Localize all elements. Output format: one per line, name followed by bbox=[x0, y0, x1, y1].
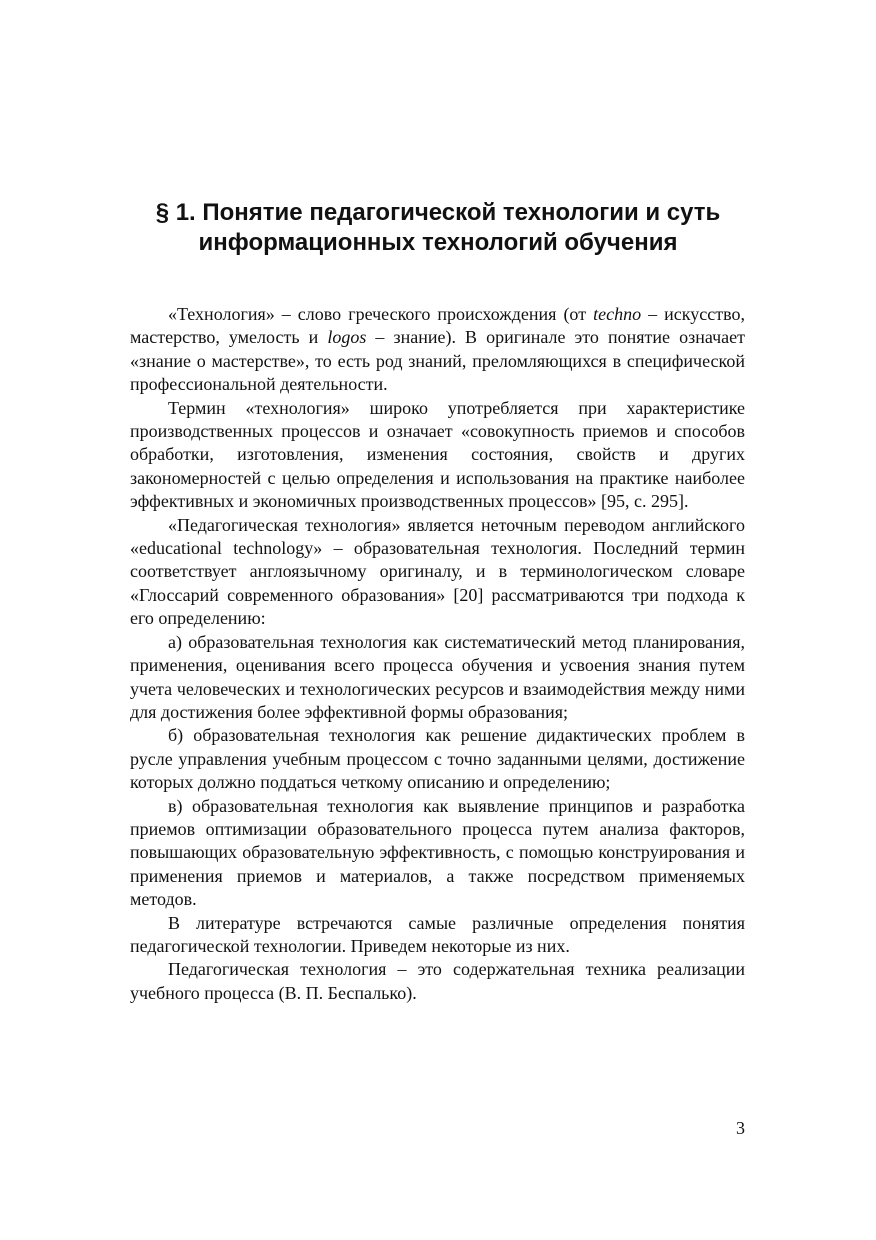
paragraph-text: «Технология» – слово греческого происхождения (от bbox=[168, 304, 594, 324]
heading-line-1: § 1. Понятие педагогической технологии и суть bbox=[155, 199, 721, 226]
page-number: 3 bbox=[736, 1118, 745, 1138]
paragraph-approach-a: а) образовательная технология как систематический метод планирования, применения, оценивания всего процесса обучения и усвоения знания путем учета человеческих и технологических ресурсов и взаимодействия между ними для достижения более эффективной формы образования; bbox=[130, 631, 745, 722]
paragraph-technology-origin bbox=[130, 303, 745, 397]
body-text bbox=[130, 303, 745, 1005]
paragraph-pedagogical-technology: «Педагогическая технология» является неточным переводом английского «educational technology» – образовательная технология. Последний термин соответствует англоязычному оригиналу, и в терминологическом словаре «Глоссарий современного образования» [20] рассматриваются три подхода к его определению: bbox=[130, 514, 745, 629]
section-heading bbox=[110, 198, 766, 258]
paragraph-approach-c: в) образовательная технология как выявление принципов и разработка приемов оптимизации образовательного процесса путем анализа факторов, повышающих образовательную эффективность, с помощью конструирования и применения приемов и материалов, а также посредством применяемых методов. bbox=[130, 795, 745, 910]
heading-line-2: информационных технологий обучения bbox=[198, 229, 678, 256]
term-logos: logos bbox=[327, 327, 367, 348]
paragraph-approach-b: б) образовательная технология как решение дидактических проблем в русле управления учебным процессом с точно заданными целями, достижение которых должно поддаться четкому описанию и определению; bbox=[130, 725, 745, 793]
paragraph-text: – знание). В оригинале это понятие означает «знание о мастерстве», то есть род знаний, преломляющихся в специфической профессиональной деятельности. bbox=[130, 327, 745, 395]
term-techno: techno bbox=[593, 304, 642, 324]
paragraph-definition-bespalko: Педагогическая технология – это содержательная техника реализации учебного процесса (В. П. Беспалько). bbox=[130, 959, 745, 1003]
paragraph-term-usage: Термин «технология» широко употребляется при характеристике производственных процессов и означает «совокупность приемов и способов обработки, изготовления, изменения состояния, свойств и других закономерностей с целью определения и использования на практике наиболее эффективных и экономичных производственных процессов» [95, с. 295]. bbox=[130, 397, 745, 512]
paragraph-literature: В литературе встречаются самые различные определения понятия педагогической технологии. Приведем некоторые из них. bbox=[130, 912, 745, 956]
paragraph-text: – искусство, мастерство, умелость и bbox=[130, 304, 745, 348]
